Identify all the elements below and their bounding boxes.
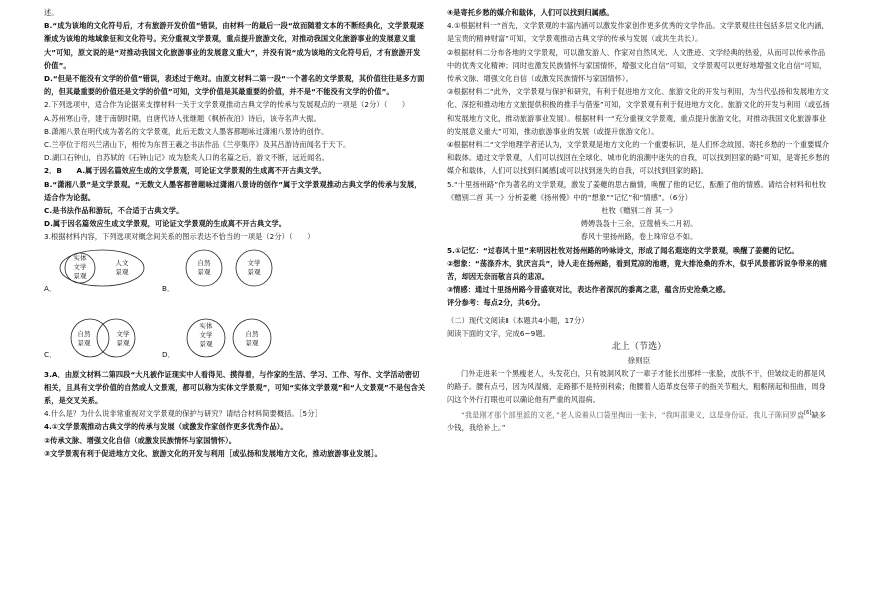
venn-diagram-c <box>58 316 158 360</box>
question-3: 3.根据材料内容，下列选项对概念间关系的图示表达不恰当的一项是（2分）（ ） <box>44 232 315 242</box>
story-paragraph <box>447 407 831 435</box>
story-author: 徐则臣 <box>627 356 651 366</box>
svg-text:景观: 景观 <box>247 267 261 276</box>
venn-diagram-a <box>58 248 148 288</box>
story-quote: “我是刚才那个部里派的文老，”老人说着从口袋里掏出一张卡，“我叫邵秉义，这是身份证。我儿子陈同罗盘 <box>461 410 805 420</box>
answer-4-3: ③文学景观有利于促进地方文化、旅游文化的开发与利用［或弘扬和发展地方文化，推动旅游事业发展］。 <box>44 448 382 458</box>
answer-2-d: D.属于因名篇效应生成文学景观，可论证文学景观的生成离不开古典文学。 <box>44 219 287 229</box>
svg-text:自然: 自然 <box>77 329 91 338</box>
venn-label: 景观 <box>115 267 129 276</box>
right-column <box>447 6 831 434</box>
svg-text:景观: 景观 <box>199 339 213 348</box>
question-5: 5.“十里扬州路”作为著名的文学景观，激发了姜夔的思古幽情，唤醒了他的记忆，酝酿了他的情感。请结合材料和杜牧《赠别二首 其一》分析姜夔《扬州慢》中的“想象”“记忆”和“情感”。（6分） <box>447 179 827 202</box>
reading-instruction: 阅读下面的文字，完成6~9题。 <box>447 328 550 338</box>
answer-5-3: ③情感：通过十里扬州路今昔盛衰对比，表达作者深沉的黍离之悲，蕴含历史沧桑之感。 <box>447 285 731 295</box>
explanation-d: D.“但是不能没有文学的价值”错误，表述过于绝对。由原文材料二第一段“一个著名的文学景观，其价值往往是多方面的，但其最重要的价值还是文学的价值”可知，文学价值是其最重要的价值，并不是“不能没有文学的价值”。 <box>44 74 425 97</box>
left-column <box>44 6 426 460</box>
svg-text:文学: 文学 <box>116 329 130 338</box>
venn-diagram-options <box>44 246 426 314</box>
analysis-4-4: ④根据材料二“文学地理学者还认为，文学景观是地方文化的一个重要标识，是人们怀念故园、寄托乡愁的一个重要媒介和载体。通过文学景观，人们可以找回在全球化、城市化的浪潮中迷失的自我，可以找到回家的路”可知，是寄托乡愁的媒介和载体，人们可以找到归属感[或可以找到迷失的自我，可以找到回家的路]。 <box>447 140 830 176</box>
story-title: 北上（节选） <box>611 342 667 353</box>
analysis-4-1: 4.①根据材料一“首先，文学景观的丰富内涵可以激发作家创作更多优秀的文学作品。文学景观往往包括多层文化内涵，是宝贵的精神财富”可知，文学景观推动古典文学的传承与发展（或共生共长）。 <box>447 21 829 44</box>
analysis-4-3: ③根据材料二“此外，文学景观与保护和研究，有利于促进地方文化、旅游文化的开发与利用，为当代弘扬和发展地方文化、深挖和推动地方文旅提供积极的推手与借鉴”可知，文学景观有利于促进地方文化、旅游文化的开发与利用（或弘扬和发展地方文化，推动旅游事业发展）。根据材料一“充分重视文学景观，重点提升旅游文化，对推动我国文化旅游事业的发展意义重大”可知，推动旅游事业的发展（或提升旅游文化）。 <box>447 87 830 136</box>
explanation-b: B.“成为该地的文化符号后，才有旅游开发价值”错误，由材料一的最后一段“故而随着文本的不断经典化，文学景观逐渐成为该地的地域象征和文化符号。充分重视文学景观，重点提升旅游文化，对推动我国文化旅游事业的发展意义重大”可知，原文说的是“对推动我国文化旅游事业的发展意义重大”，并没有说“成为该地的文化符号后，才有旅游开发价值”。 <box>44 21 424 70</box>
venn-label: 人文 <box>115 258 129 267</box>
answer-5-2: ②想象：“荡涤乔木，犹厌言兵”，诗人走在扬州路，看到荒凉的池塘，竟大排沧桑的乔木，似乎风景都诉说争带来的痛苦，却因无奈而敬言兵的悲凉。 <box>447 258 828 282</box>
story-paragraph: 门外走进来一个黑瘦老人，头发花白，只有坡洞风吹了一辈子才能长出那样一张脸，皮肤不干，但皱纹走的都是风的路子。腰有点弓，因为风湿痛，走路都不是特别利索；他腰着人造革皮包带子的指关节粗大，粗粝削起和扭曲，周身闪这个外行打眼也可以确论他有严重的风湿病。 <box>447 369 826 405</box>
question-2: 2.下列选项中，适合作为论据来支撑材料一关于文学景观推动古典文学的传承与发展观点的一项是（2分）（ ） <box>44 100 410 110</box>
venn-label: 景观 <box>73 271 87 280</box>
scoring-note: 评分参考：每点2分，共6分。 <box>447 298 545 308</box>
svg-text:景观: 景观 <box>197 267 211 276</box>
venn-diagram-options-2 <box>44 316 426 366</box>
poem-line: 春风十里扬州路，卷上珠帘总不如。 <box>580 232 698 242</box>
answer-5-1: 5.①记忆：“过春风十里”来明因杜牧对扬州路的吟咏诗文，形成了闻名遐迩的文学景观，唤醒了姜夔的记忆。 <box>447 245 799 255</box>
svg-text:自然: 自然 <box>245 329 259 338</box>
analysis-4-2: ②根据材料二分布各地的文学景观，可以激发游人、作家对自然风光、人文胜迹、文学经典的热爱，从而可以传承作品中的优秀文化精神；同时也激发民族情怀与家国情怀，增强文化自信”可知，文学景观可以更好地增强文化自信“可知，传承文脉、增强文化自信（或激发民族情怀与家国情怀）。 <box>447 47 827 84</box>
venn-label: 文学 <box>73 262 87 271</box>
option-c-letter: C． <box>44 349 57 359</box>
answer-4-4: ④是寄托乡愁的媒介和载体，人们可以找到归属感。 <box>447 8 614 17</box>
answer-3: 3.A．由原文材料二第四段“大凡被作证现实中人看得见、摸得着，与作家的生活、学习、工作、写作、文学活动密切相关，且具有文学价值的自然或人文景观，都可以称为实体文学景观”，可知“实体文学景观”和“人文景观”不是包含关系，是交叉关系。 <box>44 369 426 406</box>
venn-label: 实体 <box>73 253 87 262</box>
option-b: B.潇湘八景在明代成为著名的文学景观，此后无数文人墨客都题咏过潇湘八景诗的创作。 <box>44 126 329 136</box>
svg-text:景观: 景观 <box>77 338 91 347</box>
svg-text:文学: 文学 <box>199 330 213 339</box>
option-a: A.苏州寒山寺，建于南朝时期，自唐代诗人张继题《枫桥夜泊》诗后，该寺名声大振。 <box>44 113 321 123</box>
venn-diagram-b <box>174 248 284 288</box>
option-b-letter: B． <box>162 283 175 293</box>
answer-2-c: C.是书法作品和游玩，不合适于古典文学。 <box>44 206 184 216</box>
poem-title: 杜牧《赠别二首 其一》 <box>601 206 677 216</box>
footnote-marker: [6] <box>804 409 812 416</box>
svg-text:景观: 景观 <box>116 338 130 347</box>
option-c: C.兰亭位于绍兴兰渚山下，相传为东晋王羲之书法作品《兰亭集序》及其吕游诗而闻名于天下。 <box>44 140 351 150</box>
text-line: 述。 <box>44 8 59 17</box>
option-d: D.湖口石钟山，自苏轼的《石钟山记》成为脍炙人口的名篇之后，游文不断，远近闻名。 <box>44 153 329 163</box>
answer-2-b: B.“潇湘八景”是文学景观。“无数文人墨客都曾题咏过潇湘八景诗的创作”属于文学景观推动古典文学的传承与发展，适合作为论据。 <box>44 179 422 202</box>
svg-text:景观: 景观 <box>245 338 259 347</box>
section-heading: （二）现代文阅读Ⅱ（本题共4小题，17分） <box>447 315 589 325</box>
svg-text:实体: 实体 <box>199 321 213 330</box>
svg-text:自然: 自然 <box>197 258 211 267</box>
option-d-letter: D． <box>162 349 175 359</box>
answer-2: 2．B A.属于因名篇效应生成的文学景观，可论证文学景观的生成离不开古典文学。 <box>44 166 326 176</box>
svg-text:文学: 文学 <box>247 258 261 267</box>
venn-diagram-d <box>174 316 284 360</box>
poem-line: 娉娉袅袅十三余，豆蔻梢头二月初。 <box>580 219 698 229</box>
story-quote-end: 缺多少钱，我给补上。” <box>447 410 827 433</box>
question-4: 4.什么是？为什么说非常重视对文学景观的保护与研究？请结合材料简要概括。［5分］ <box>44 409 322 419</box>
option-a-letter: A． <box>44 283 57 293</box>
answer-4-1: 4.①文学景观推动古典文学的传承与发展（或激发作家创作更多优秀作品）。 <box>44 422 288 432</box>
answer-4-2: ②传承文脉、增强文化自信（或激发民族情怀与家国情怀）。 <box>44 435 237 445</box>
